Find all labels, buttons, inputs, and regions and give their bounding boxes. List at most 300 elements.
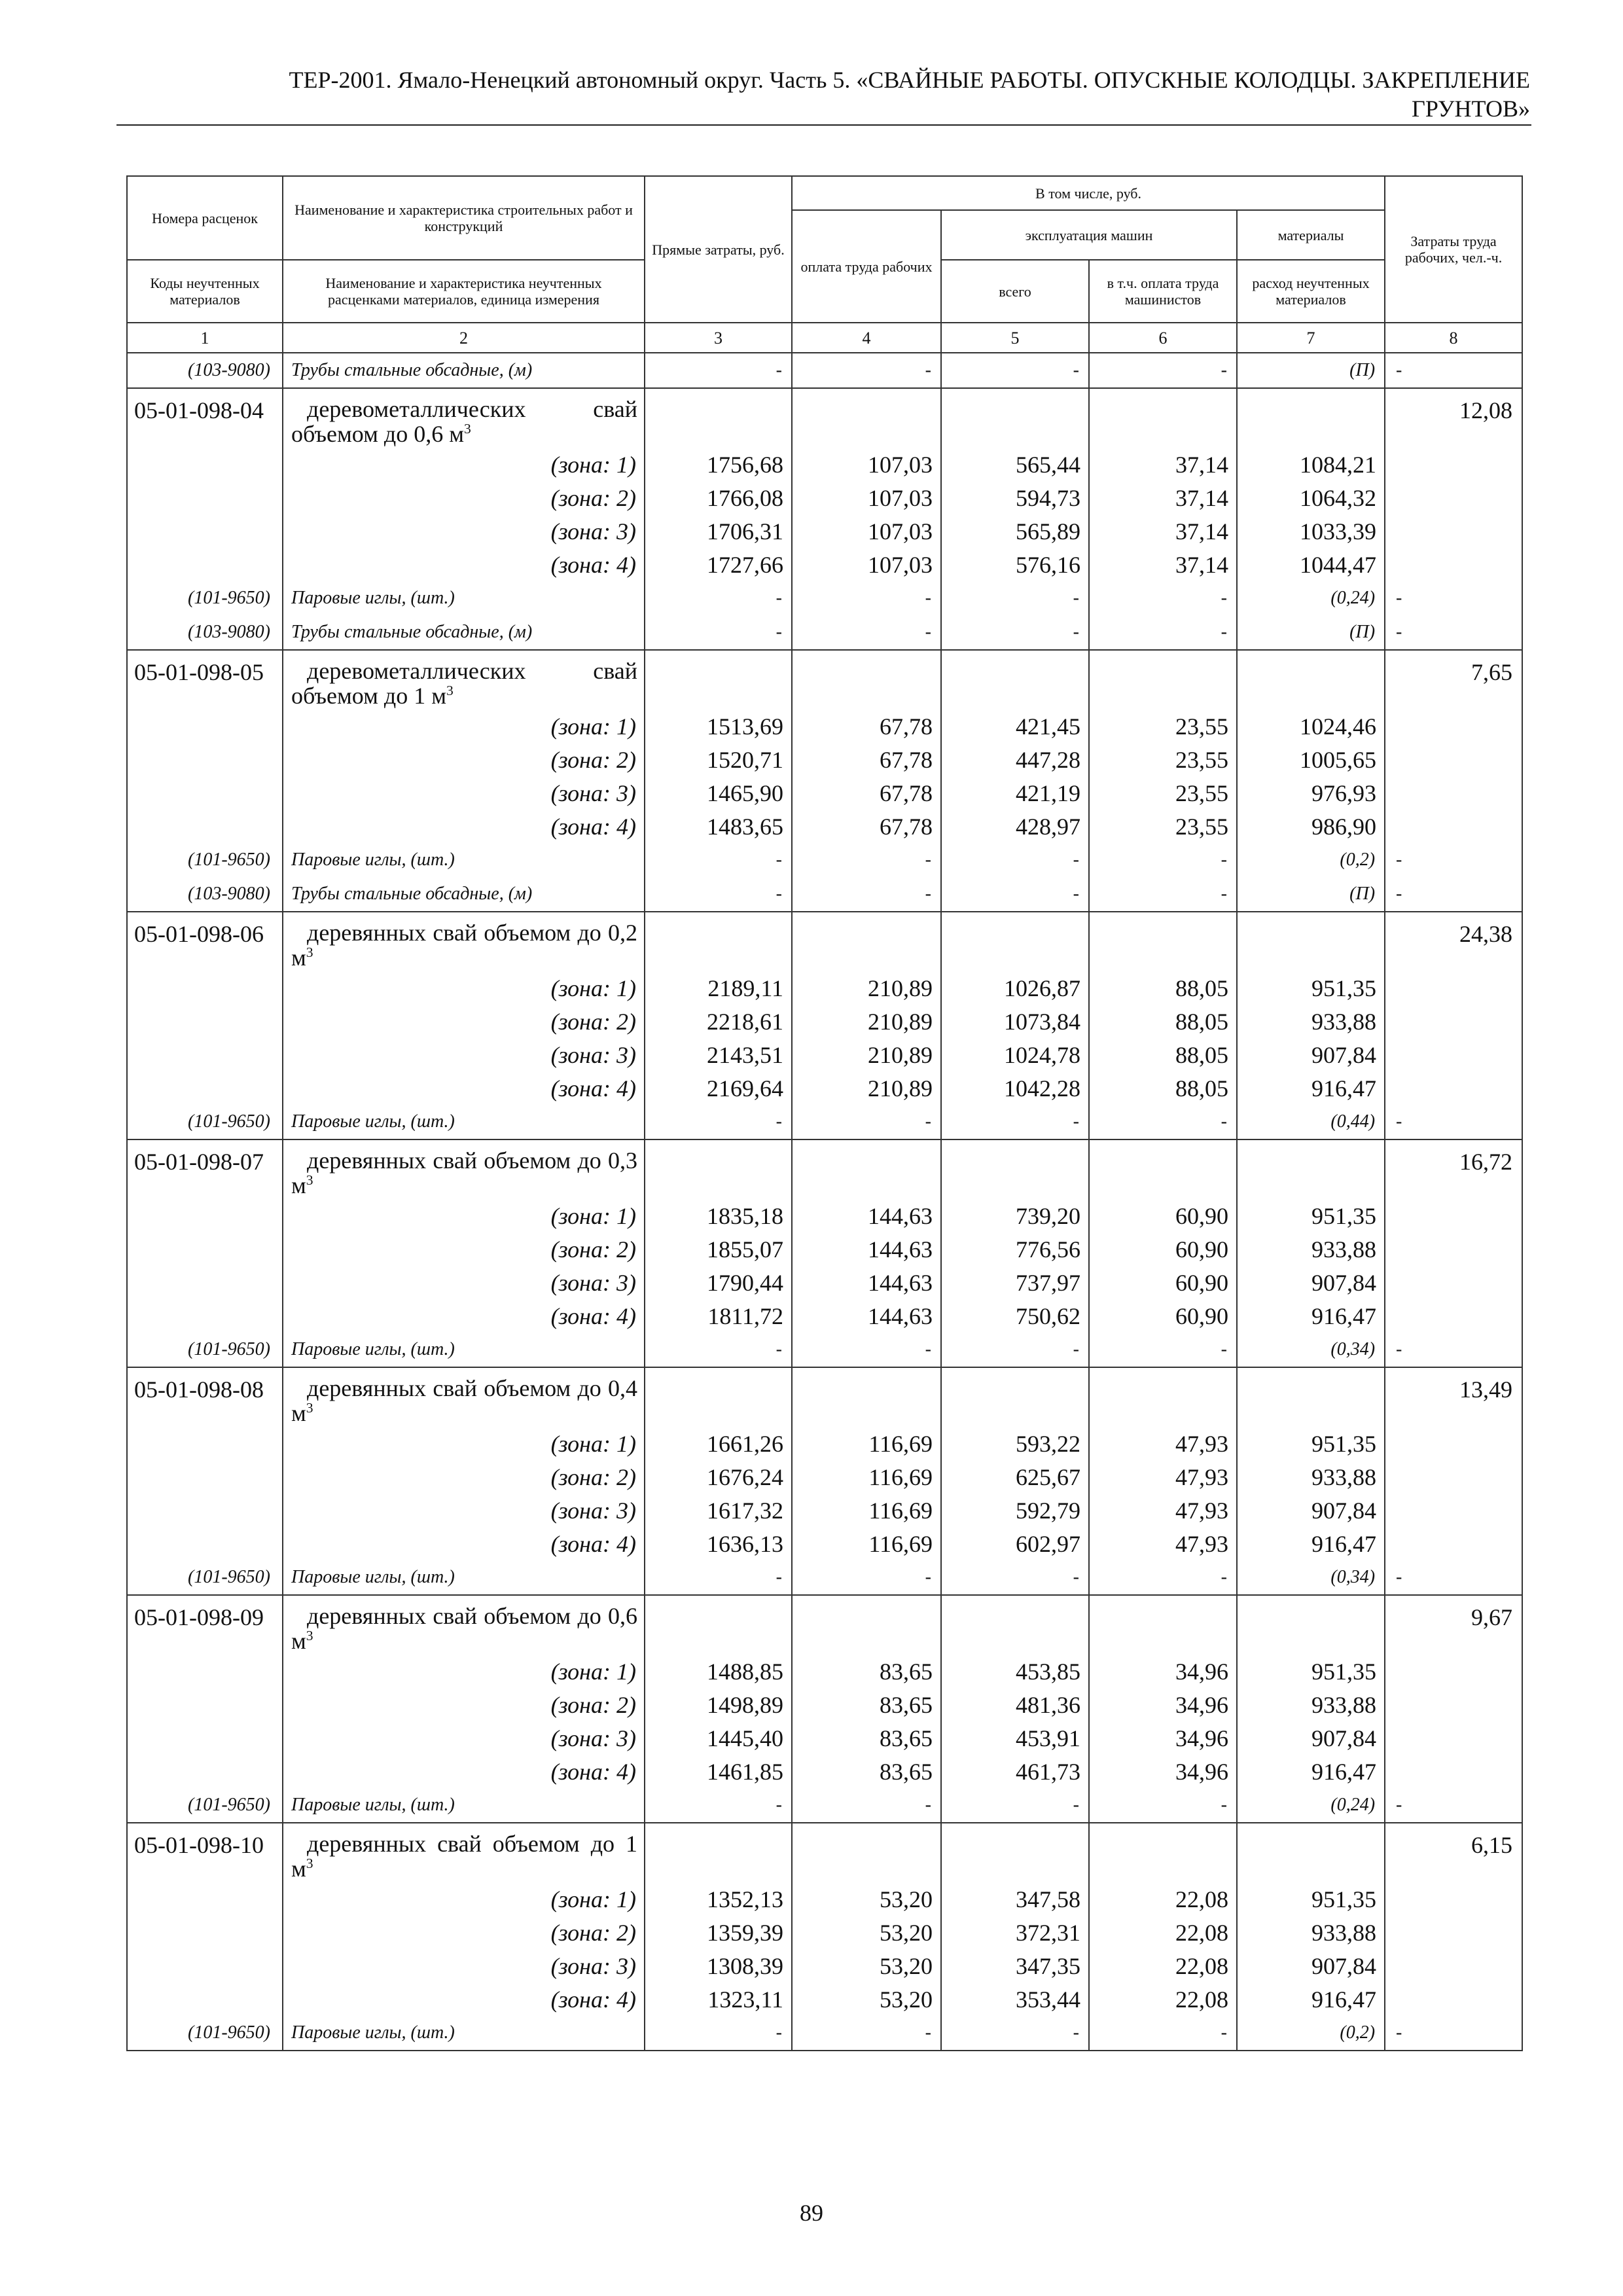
labor-cost: 6,15 — [1385, 1823, 1522, 1882]
materials-cost-cell: 933,88 — [1237, 1460, 1385, 1494]
rate-code-empty — [127, 1266, 283, 1299]
direct-cost-cell — [645, 650, 792, 709]
machines-total-cell: 453,91 — [941, 1721, 1089, 1755]
direct-cost-cell: - — [645, 1788, 792, 1823]
operator-pay-cell: 22,08 — [1089, 1982, 1237, 2016]
zone-label: (зона: 2) — [283, 1460, 645, 1494]
material-row — [127, 877, 1522, 912]
zone-row — [127, 1460, 1522, 1494]
page-header — [116, 65, 1530, 123]
operator-pay-cell: 88,05 — [1089, 1071, 1237, 1105]
worker-pay-cell — [792, 388, 941, 448]
direct-cost-cell: 1352,13 — [645, 1882, 792, 1916]
materials-cost-cell: 916,47 — [1237, 1071, 1385, 1105]
material-consumption-cell — [1237, 1139, 1385, 1199]
worker-pay-cell: 144,63 — [792, 1232, 941, 1266]
direct-cost-cell: - — [645, 2016, 792, 2051]
zone-row — [127, 1982, 1522, 2016]
direct-cost-cell: 2169,64 — [645, 1071, 792, 1105]
material-row — [127, 2016, 1522, 2051]
machines-total-cell: 602,97 — [941, 1527, 1089, 1560]
direct-cost-cell: 1359,39 — [645, 1916, 792, 1949]
operator-pay-cell — [1089, 1367, 1237, 1427]
zone-row — [127, 1916, 1522, 1949]
zone-label: (зона: 2) — [283, 743, 645, 776]
zone-label: (зона: 1) — [283, 709, 645, 743]
zone-label: (зона: 4) — [283, 1071, 645, 1105]
worker-pay-cell: - — [792, 2016, 941, 2051]
header-direct-costs: Прямые затраты, руб. — [645, 176, 792, 323]
unit-superscript: 3 — [306, 1400, 313, 1416]
labor-cell: - — [1385, 877, 1522, 912]
worker-pay-cell: 210,89 — [792, 1038, 941, 1071]
operator-pay-cell: 47,93 — [1089, 1494, 1237, 1527]
operator-pay-cell: 88,05 — [1089, 1038, 1237, 1071]
zone-label: (зона: 4) — [283, 1299, 645, 1333]
labor-cell — [1385, 776, 1522, 810]
worker-pay-cell — [792, 1595, 941, 1655]
machines-total-cell: - — [941, 581, 1089, 615]
labor-cell — [1385, 1527, 1522, 1560]
worker-pay-cell: 210,89 — [792, 1005, 941, 1038]
machines-total-cell — [941, 650, 1089, 709]
rate-code-empty — [127, 1949, 283, 1982]
operator-pay-cell: 23,55 — [1089, 743, 1237, 776]
material-consumption-cell: (0,2) — [1237, 843, 1385, 877]
rate-code-empty — [127, 971, 283, 1005]
worker-pay-cell: 116,69 — [792, 1527, 941, 1560]
materials-cost-cell: 986,90 — [1237, 810, 1385, 843]
materials-cost-cell: 907,84 — [1237, 1494, 1385, 1527]
operator-pay-cell — [1089, 1595, 1237, 1655]
direct-cost-cell: 1520,71 — [645, 743, 792, 776]
zone-row — [127, 709, 1522, 743]
zone-label: (зона: 1) — [283, 1199, 645, 1232]
zone-row — [127, 1199, 1522, 1232]
rate-code: 05-01-098-07 — [127, 1139, 283, 1199]
operator-pay-cell: - — [1089, 1105, 1237, 1139]
rate-code: 05-01-098-04 — [127, 388, 283, 448]
labor-cell — [1385, 1949, 1522, 1982]
labor-cell — [1385, 1005, 1522, 1038]
rate-code: 05-01-098-05 — [127, 650, 283, 709]
worker-pay-cell: 116,69 — [792, 1427, 941, 1460]
zone-row — [127, 548, 1522, 581]
labor-cell — [1385, 1688, 1522, 1721]
direct-cost-cell — [645, 388, 792, 448]
zone-row — [127, 448, 1522, 481]
operator-pay-cell: 88,05 — [1089, 971, 1237, 1005]
material-name: Паровые иглы, (шт.) — [283, 2016, 645, 2051]
zone-row — [127, 481, 1522, 514]
zone-label: (зона: 3) — [283, 1494, 645, 1527]
machines-total-cell — [941, 1823, 1089, 1882]
zone-row — [127, 810, 1522, 843]
rate-code-empty — [127, 1755, 283, 1788]
material-consumption-cell: (0,34) — [1237, 1560, 1385, 1595]
zone-row — [127, 1527, 1522, 1560]
worker-pay-cell: 53,20 — [792, 1982, 941, 2016]
unit-superscript: 3 — [306, 1856, 313, 1871]
operator-pay-cell: 34,96 — [1089, 1755, 1237, 1788]
zone-label: (зона: 1) — [283, 971, 645, 1005]
zone-label: (зона: 4) — [283, 548, 645, 581]
worker-pay-cell: - — [792, 877, 941, 912]
direct-cost-cell: 1756,68 — [645, 448, 792, 481]
direct-cost-cell — [645, 1595, 792, 1655]
direct-cost-cell: 1445,40 — [645, 1721, 792, 1755]
labor-cell — [1385, 709, 1522, 743]
rate-code-empty — [127, 1038, 283, 1071]
zone-label: (зона: 2) — [283, 1916, 645, 1949]
machines-total-cell: 428,97 — [941, 810, 1089, 843]
machines-total-cell: 776,56 — [941, 1232, 1089, 1266]
labor-cell — [1385, 1299, 1522, 1333]
direct-cost-cell: 1461,85 — [645, 1755, 792, 1788]
column-number: 4 — [792, 323, 941, 353]
zone-label: (зона: 4) — [283, 1755, 645, 1788]
direct-cost-cell: 1308,39 — [645, 1949, 792, 1982]
zone-label: (зона: 4) — [283, 1982, 645, 2016]
machines-total-cell: 461,73 — [941, 1755, 1089, 1788]
rate-code-empty — [127, 776, 283, 810]
machines-total-cell: 593,22 — [941, 1427, 1089, 1460]
zone-label: (зона: 3) — [283, 1721, 645, 1755]
labor-cell — [1385, 1721, 1522, 1755]
material-name: Трубы стальные обсадные, (м) — [283, 353, 645, 388]
column-number: 5 — [941, 323, 1089, 353]
operator-pay-cell: - — [1089, 1333, 1237, 1367]
labor-cell — [1385, 548, 1522, 581]
zone-label: (зона: 1) — [283, 1427, 645, 1460]
table-header — [127, 176, 1522, 353]
rate-code-empty — [127, 709, 283, 743]
zone-label: (зона: 3) — [283, 1266, 645, 1299]
operator-pay-cell: 47,93 — [1089, 1460, 1237, 1494]
materials-cost-cell: 951,35 — [1237, 971, 1385, 1005]
operator-pay-cell: - — [1089, 581, 1237, 615]
direct-cost-cell: 1766,08 — [645, 481, 792, 514]
header-including: В том числе, руб. — [792, 176, 1385, 210]
zone-row — [127, 1494, 1522, 1527]
worker-pay-cell — [792, 1823, 941, 1882]
materials-cost-cell: 1084,21 — [1237, 448, 1385, 481]
operator-pay-cell: 47,93 — [1089, 1427, 1237, 1460]
machines-total-cell: - — [941, 1333, 1089, 1367]
zone-label: (зона: 3) — [283, 776, 645, 810]
operator-pay-cell: 60,90 — [1089, 1266, 1237, 1299]
machines-total-cell — [941, 1139, 1089, 1199]
material-consumption-cell — [1237, 1367, 1385, 1427]
machines-total-cell: - — [941, 843, 1089, 877]
labor-cell: - — [1385, 353, 1522, 388]
operator-pay-cell: 34,96 — [1089, 1655, 1237, 1688]
material-consumption-cell: (0,34) — [1237, 1333, 1385, 1367]
zone-label: (зона: 1) — [283, 1655, 645, 1688]
machines-total-cell — [941, 912, 1089, 971]
labor-cell — [1385, 971, 1522, 1005]
rate-code-empty — [127, 1427, 283, 1460]
zone-label: (зона: 4) — [283, 810, 645, 843]
material-row — [127, 1105, 1522, 1139]
operator-pay-cell — [1089, 912, 1237, 971]
rate-title — [283, 650, 645, 709]
operator-pay-cell: 34,96 — [1089, 1721, 1237, 1755]
direct-cost-cell: 1513,69 — [645, 709, 792, 743]
rate-block-header — [127, 388, 1522, 448]
direct-cost-cell: 1706,31 — [645, 514, 792, 548]
unit-superscript: 3 — [306, 1628, 313, 1643]
operator-pay-cell: 37,14 — [1089, 514, 1237, 548]
zone-label: (зона: 1) — [283, 448, 645, 481]
worker-pay-cell: 210,89 — [792, 971, 941, 1005]
material-consumption-cell: (0,24) — [1237, 1788, 1385, 1823]
rate-code-empty — [127, 1882, 283, 1916]
labor-cell — [1385, 448, 1522, 481]
header-rate-numbers: Номера расценок — [127, 176, 283, 260]
machines-total-cell: - — [941, 877, 1089, 912]
material-consumption-cell: (0,44) — [1237, 1105, 1385, 1139]
header-machine-operation: эксплуатация машин — [941, 210, 1237, 260]
worker-pay-cell: - — [792, 1560, 941, 1595]
material-row — [127, 581, 1522, 615]
header-unaccounted-materials: расход неучтенных материалов — [1237, 260, 1385, 323]
material-consumption-cell: (0,2) — [1237, 2016, 1385, 2051]
material-code: (101-9650) — [127, 581, 283, 615]
direct-cost-cell — [645, 1139, 792, 1199]
worker-pay-cell — [792, 1367, 941, 1427]
materials-cost-cell: 1033,39 — [1237, 514, 1385, 548]
direct-cost-cell: - — [645, 1560, 792, 1595]
worker-pay-cell: 107,03 — [792, 514, 941, 548]
rate-code-empty — [127, 514, 283, 548]
rate-code-empty — [127, 481, 283, 514]
zone-row — [127, 514, 1522, 548]
rate-code: 05-01-098-09 — [127, 1595, 283, 1655]
labor-cell: - — [1385, 1105, 1522, 1139]
header-machines-total: всего — [941, 260, 1089, 323]
worker-pay-cell — [792, 1139, 941, 1199]
labor-cell: - — [1385, 1788, 1522, 1823]
direct-cost-cell: - — [645, 353, 792, 388]
direct-cost-cell: 1661,26 — [645, 1427, 792, 1460]
header-work-name: Наименование и характеристика строительных работ и конструкций — [283, 176, 645, 260]
operator-pay-cell: 60,90 — [1089, 1299, 1237, 1333]
operator-pay-cell: - — [1089, 1788, 1237, 1823]
machines-total-cell: 625,67 — [941, 1460, 1089, 1494]
machines-total-cell: - — [941, 353, 1089, 388]
worker-pay-cell: - — [792, 1788, 941, 1823]
operator-pay-cell: 23,55 — [1089, 776, 1237, 810]
rate-code: 05-01-098-08 — [127, 1367, 283, 1427]
column-number: 2 — [283, 323, 645, 353]
worker-pay-cell: - — [792, 843, 941, 877]
worker-pay-cell: 107,03 — [792, 548, 941, 581]
operator-pay-cell: - — [1089, 877, 1237, 912]
zone-row — [127, 1299, 1522, 1333]
column-number: 3 — [645, 323, 792, 353]
materials-cost-cell: 1064,32 — [1237, 481, 1385, 514]
unit-superscript: 3 — [464, 421, 471, 437]
direct-cost-cell: 1811,72 — [645, 1299, 792, 1333]
direct-cost-cell: 1727,66 — [645, 548, 792, 581]
operator-pay-cell: 23,55 — [1089, 810, 1237, 843]
worker-pay-cell: 210,89 — [792, 1071, 941, 1105]
rate-block-header — [127, 1139, 1522, 1199]
labor-cell: - — [1385, 1560, 1522, 1595]
material-code: (103-9080) — [127, 615, 283, 650]
machines-total-cell: 447,28 — [941, 743, 1089, 776]
rate-code-empty — [127, 1655, 283, 1688]
labor-cell — [1385, 1916, 1522, 1949]
operator-pay-cell: 22,08 — [1089, 1882, 1237, 1916]
rate-code-empty — [127, 1299, 283, 1333]
material-consumption-cell: (П) — [1237, 877, 1385, 912]
header-worker-pay: оплата труда рабочих — [792, 210, 941, 323]
page-number: 89 — [800, 2200, 823, 2226]
column-number: 1 — [127, 323, 283, 353]
rate-code-empty — [127, 1005, 283, 1038]
rate-code-empty — [127, 1494, 283, 1527]
material-name: Трубы стальные обсадные, (м) — [283, 877, 645, 912]
operator-pay-cell: 47,93 — [1089, 1527, 1237, 1560]
rate-block-header — [127, 1595, 1522, 1655]
worker-pay-cell: - — [792, 353, 941, 388]
labor-cell — [1385, 1755, 1522, 1788]
operator-pay-cell — [1089, 650, 1237, 709]
labor-cell — [1385, 810, 1522, 843]
machines-total-cell: 750,62 — [941, 1299, 1089, 1333]
rate-title-text: деревянных свай объемом до 1 м — [291, 1831, 637, 1882]
labor-cell: - — [1385, 843, 1522, 877]
material-consumption-cell — [1237, 1823, 1385, 1882]
worker-pay-cell: 107,03 — [792, 481, 941, 514]
operator-pay-cell: - — [1089, 843, 1237, 877]
materials-cost-cell: 916,47 — [1237, 1755, 1385, 1788]
machines-total-cell: 1042,28 — [941, 1071, 1089, 1105]
worker-pay-cell: - — [792, 1333, 941, 1367]
direct-cost-cell: 1676,24 — [645, 1460, 792, 1494]
rate-code-empty — [127, 1199, 283, 1232]
worker-pay-cell: 116,69 — [792, 1460, 941, 1494]
labor-cell — [1385, 1655, 1522, 1688]
rate-code-empty — [127, 810, 283, 843]
materials-cost-cell: 1044,47 — [1237, 548, 1385, 581]
rate-title-text: деревянных свай объемом до 0,4 м — [291, 1375, 637, 1426]
material-consumption-cell: (П) — [1237, 615, 1385, 650]
rate-block-header — [127, 650, 1522, 709]
labor-cell — [1385, 1494, 1522, 1527]
header-title-line-2: ГРУНТОВ» — [1412, 96, 1530, 122]
rate-title — [283, 1823, 645, 1882]
machines-total-cell: 592,79 — [941, 1494, 1089, 1527]
zone-label: (зона: 2) — [283, 1688, 645, 1721]
material-row — [127, 353, 1522, 388]
operator-pay-cell: 22,08 — [1089, 1949, 1237, 1982]
labor-cell — [1385, 1982, 1522, 2016]
zone-row — [127, 1427, 1522, 1460]
rate-code: 05-01-098-10 — [127, 1823, 283, 1882]
material-consumption-cell — [1237, 388, 1385, 448]
direct-cost-cell: 1498,89 — [645, 1688, 792, 1721]
direct-cost-cell — [645, 1823, 792, 1882]
header-materials: материалы — [1237, 210, 1385, 260]
direct-cost-cell: 1790,44 — [645, 1266, 792, 1299]
operator-pay-cell: - — [1089, 2016, 1237, 2051]
rate-title-text: деревометаллических свай объемом до 1 м — [291, 658, 637, 709]
operator-pay-cell: - — [1089, 1560, 1237, 1595]
material-consumption-cell — [1237, 1595, 1385, 1655]
machines-total-cell: 1026,87 — [941, 971, 1089, 1005]
materials-cost-cell: 916,47 — [1237, 1299, 1385, 1333]
operator-pay-cell: 60,90 — [1089, 1199, 1237, 1232]
worker-pay-cell: 144,63 — [792, 1266, 941, 1299]
table-body — [127, 353, 1522, 2051]
labor-cell — [1385, 514, 1522, 548]
materials-cost-cell: 951,35 — [1237, 1655, 1385, 1688]
rate-code: 05-01-098-06 — [127, 912, 283, 971]
worker-pay-cell: 83,65 — [792, 1655, 941, 1688]
machines-total-cell: 1073,84 — [941, 1005, 1089, 1038]
material-consumption-cell: (П) — [1237, 353, 1385, 388]
labor-cell — [1385, 481, 1522, 514]
zone-row — [127, 1266, 1522, 1299]
rate-title — [283, 1595, 645, 1655]
worker-pay-cell — [792, 650, 941, 709]
material-code: (103-9080) — [127, 877, 283, 912]
direct-cost-cell: 1483,65 — [645, 810, 792, 843]
worker-pay-cell: 83,65 — [792, 1721, 941, 1755]
unit-superscript: 3 — [306, 944, 313, 960]
zone-row — [127, 1949, 1522, 1982]
material-code: (101-9650) — [127, 2016, 283, 2051]
worker-pay-cell: - — [792, 615, 941, 650]
unit-superscript: 3 — [306, 1172, 313, 1188]
rate-title — [283, 1367, 645, 1427]
direct-cost-cell: - — [645, 843, 792, 877]
material-code: (101-9650) — [127, 1333, 283, 1367]
machines-total-cell — [941, 1367, 1089, 1427]
zone-label: (зона: 2) — [283, 481, 645, 514]
rate-code-empty — [127, 1982, 283, 2016]
header-labor-costs: Затраты труда рабочих, чел.-ч. — [1385, 176, 1522, 323]
rate-block-header — [127, 1367, 1522, 1427]
rate-code-empty — [127, 548, 283, 581]
direct-cost-cell: 1323,11 — [645, 1982, 792, 2016]
material-consumption-cell — [1237, 650, 1385, 709]
zone-row — [127, 1755, 1522, 1788]
machines-total-cell: 347,58 — [941, 1882, 1089, 1916]
price-table — [126, 175, 1523, 2051]
zone-label: (зона: 2) — [283, 1232, 645, 1266]
direct-cost-cell: 1636,13 — [645, 1527, 792, 1560]
rate-code-empty — [127, 448, 283, 481]
worker-pay-cell: 116,69 — [792, 1494, 941, 1527]
labor-cell: - — [1385, 2016, 1522, 2051]
materials-cost-cell: 933,88 — [1237, 1916, 1385, 1949]
materials-cost-cell: 933,88 — [1237, 1232, 1385, 1266]
labor-cost: 16,72 — [1385, 1139, 1522, 1199]
machines-total-cell: 421,19 — [941, 776, 1089, 810]
direct-cost-cell: 1835,18 — [645, 1199, 792, 1232]
direct-cost-cell — [645, 912, 792, 971]
material-name: Трубы стальные обсадные, (м) — [283, 615, 645, 650]
rate-title-text: деревометаллических свай объемом до 0,6 м — [291, 396, 637, 447]
direct-cost-cell: 2189,11 — [645, 971, 792, 1005]
worker-pay-cell: 83,65 — [792, 1755, 941, 1788]
zone-row — [127, 1005, 1522, 1038]
labor-cell — [1385, 1427, 1522, 1460]
